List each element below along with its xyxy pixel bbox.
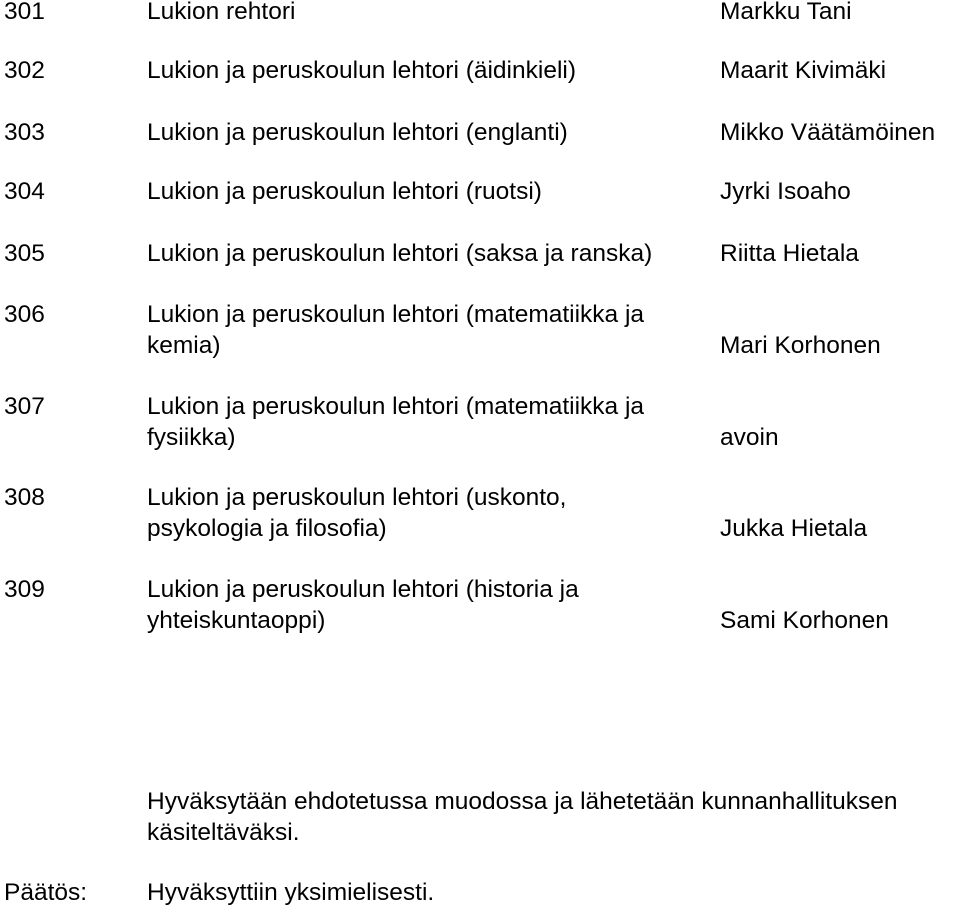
position-number: 302 bbox=[4, 57, 45, 84]
position-title-line: kemia) bbox=[147, 332, 221, 359]
position-title bbox=[147, 55, 707, 86]
position-title-line: Lukion ja peruskoulun lehtori (matematiikka ja bbox=[147, 301, 645, 328]
position-person: Jyrki Isoaho bbox=[720, 178, 851, 205]
position-title bbox=[147, 299, 707, 361]
position-title-line: Lukion ja peruskoulun lehtori (äidinkieli) bbox=[147, 57, 576, 84]
position-person: Maarit Kivimäki bbox=[720, 57, 887, 84]
position-title-line: Lukion ja peruskoulun lehtori (saksa ja ranska) bbox=[147, 240, 653, 267]
position-title bbox=[147, 574, 707, 636]
position-title bbox=[147, 0, 707, 27]
position-title bbox=[147, 117, 707, 148]
position-number: 308 bbox=[4, 484, 45, 511]
decision-label: Päätös: bbox=[4, 879, 88, 906]
position-title-line: Lukion ja peruskoulun lehtori (englanti) bbox=[147, 119, 568, 146]
position-title-line: Lukion ja peruskoulun lehtori (ruotsi) bbox=[147, 178, 542, 205]
proposal-line-2: käsiteltäväksi. bbox=[147, 819, 300, 846]
position-number: 303 bbox=[4, 119, 45, 146]
proposal-line-1: Hyväksytään ehdotetussa muodossa ja lähetetään kunnanhallituksen bbox=[147, 788, 898, 815]
position-number: 306 bbox=[4, 301, 45, 328]
position-person: Jukka Hietala bbox=[720, 515, 868, 542]
position-title-line: Lukion ja peruskoulun lehtori (uskonto, bbox=[147, 484, 567, 511]
proposal-text bbox=[147, 786, 960, 848]
position-number: 307 bbox=[4, 393, 45, 420]
position-person: Mari Korhonen bbox=[720, 332, 881, 359]
position-person: Markku Tani bbox=[720, 0, 852, 25]
position-person: Sami Korhonen bbox=[720, 607, 889, 634]
position-title-line: fysiikka) bbox=[147, 424, 236, 451]
position-number: 304 bbox=[4, 178, 45, 205]
position-number: 301 bbox=[4, 0, 45, 25]
position-number: 305 bbox=[4, 240, 45, 267]
position-title-line: Lukion rehtori bbox=[147, 0, 296, 25]
position-title bbox=[147, 238, 707, 269]
position-title-line: yhteiskuntaoppi) bbox=[147, 607, 326, 634]
position-number: 309 bbox=[4, 576, 45, 603]
position-title-line: psykologia ja filosofia) bbox=[147, 515, 387, 542]
position-title bbox=[147, 391, 707, 453]
position-title bbox=[147, 176, 707, 207]
position-title bbox=[147, 482, 707, 544]
position-title-line: Lukion ja peruskoulun lehtori (matematiikka ja bbox=[147, 393, 645, 420]
position-person: avoin bbox=[720, 424, 779, 451]
position-person: Mikko Väätämöinen bbox=[720, 119, 936, 146]
position-title-line: Lukion ja peruskoulun lehtori (historia ja bbox=[147, 576, 579, 603]
decision-result: Hyväksyttiin yksimielisesti. bbox=[147, 879, 435, 906]
position-person: Riitta Hietala bbox=[720, 240, 859, 267]
